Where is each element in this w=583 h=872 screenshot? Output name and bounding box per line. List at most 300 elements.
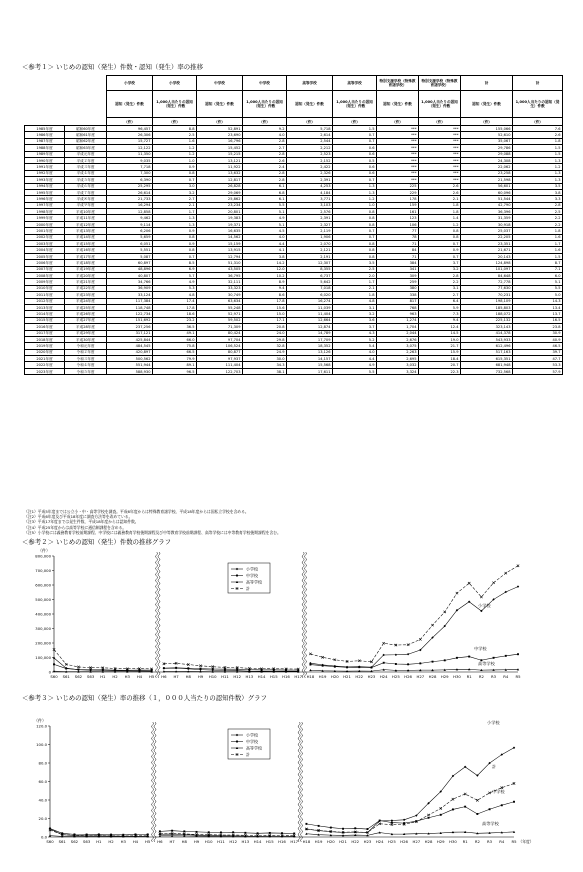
axis-break — [301, 722, 303, 842]
x-tick-label: H14 — [257, 674, 266, 679]
x-tick-label: H6 — [161, 674, 167, 679]
legend-label: 小学校 — [246, 732, 258, 738]
value-cell: 2.1 — [333, 285, 377, 291]
value-cell: 5.4 — [333, 343, 377, 349]
value-cell: 23,351 — [461, 241, 513, 247]
value-cell: 15.0 — [243, 311, 287, 317]
x-tick-label: H18 — [306, 674, 315, 679]
data-point — [171, 830, 173, 832]
value-cell: 21,671 — [461, 247, 513, 253]
value-cell: 13.7 — [513, 311, 563, 317]
value-cell: 20.7 — [419, 362, 461, 368]
value-cell: *** — [377, 145, 419, 151]
x-tick-label: H15 — [265, 839, 274, 844]
value-cell: 2,070 — [287, 241, 333, 247]
year-cell: 1985年度 — [25, 126, 65, 132]
value-cell: 1,704 — [377, 324, 419, 330]
subheader: 認知（発生）件数 — [197, 91, 243, 118]
x-tick-label: H25 — [392, 674, 400, 679]
value-cell: 3.3 — [513, 196, 563, 202]
x-tick-label: H30 — [449, 839, 457, 844]
data-point — [407, 663, 409, 665]
value-cell: 2.8 — [419, 272, 461, 278]
x-tick-label: H22 — [351, 839, 360, 844]
era-cell: 平成19年度 — [65, 266, 107, 272]
value-cell: 20,143 — [461, 253, 513, 259]
era-cell: 平成29年度 — [65, 330, 107, 336]
subheader: 1,000人当たりの認知（発生）件数 — [513, 91, 563, 118]
data-point — [257, 832, 259, 834]
value-cell: 2,152 — [287, 157, 333, 163]
data-point — [440, 807, 442, 809]
value-cell: 15,215 — [197, 151, 243, 157]
y-tick-label: 80.0 — [38, 760, 47, 766]
value-cell: 25,295 — [107, 183, 153, 189]
value-cell: 80,877 — [197, 349, 243, 355]
year-cell: 1992年度 — [25, 170, 65, 176]
value-cell: 1.8 — [513, 228, 563, 234]
era-cell: 昭和62年度 — [65, 138, 107, 144]
value-cell: 12.4 — [419, 324, 461, 330]
value-cell: 2.6 — [419, 183, 461, 189]
y-unit-label: （件） — [38, 548, 50, 553]
value-cell: 5.5 — [513, 285, 563, 291]
x-tick-label: H28 — [428, 674, 437, 679]
year-cell: 1988年度 — [25, 145, 65, 151]
x-tick-label: R3 — [491, 674, 497, 679]
value-cell: 2,121 — [287, 247, 333, 253]
value-cell: 8.6 — [243, 292, 287, 298]
value-cell: 3,771 — [287, 196, 333, 202]
era-cell: 平成24年度 — [65, 298, 107, 304]
value-cell: 317,121 — [107, 330, 153, 336]
year-cell: 1994年度 — [25, 183, 65, 189]
year-cell: 2010年度 — [25, 285, 65, 291]
value-cell: 122,703 — [197, 368, 243, 374]
value-cell: 2.2 — [513, 221, 563, 227]
value-cell: 5.1 — [513, 279, 563, 285]
value-cell: 543,933 — [461, 336, 513, 342]
value-cell: 18.4 — [419, 356, 461, 362]
value-cell: 6.1 — [243, 196, 287, 202]
value-cell: *** — [419, 170, 461, 176]
value-cell: 225 — [377, 183, 419, 189]
value-cell: 4.8 — [153, 292, 197, 298]
value-cell: 72,778 — [461, 279, 513, 285]
value-cell: 71 — [377, 241, 419, 247]
x-tick-label: H9 — [197, 674, 204, 679]
data-point — [427, 814, 429, 816]
era-cell: 令和３年度 — [65, 356, 107, 362]
data-point — [281, 832, 283, 834]
data-point — [200, 668, 202, 670]
legend-label: 計 — [246, 585, 250, 591]
data-point — [407, 644, 409, 646]
value-cell: 963 — [377, 311, 419, 317]
note: （注4）平成25年度からは高等学校に通信制課程を含める。 — [24, 524, 127, 530]
data-point — [159, 830, 161, 832]
value-cell: 4.8 — [333, 298, 377, 304]
value-cell: 1.8 — [419, 209, 461, 215]
data-point — [444, 659, 446, 661]
y-tick-label: 100,000 — [35, 654, 51, 660]
x-tick-label: H13 — [245, 674, 254, 679]
x-tick-label: H27 — [416, 674, 425, 679]
unit-header: （件） — [197, 118, 243, 126]
value-cell: 15.6 — [243, 304, 287, 310]
value-cell: 0.8 — [153, 247, 197, 253]
data-point — [383, 662, 385, 664]
value-cell: 49.1 — [153, 330, 197, 336]
subheader: 1,000人当たりの認知（発生）件数 — [419, 91, 461, 118]
era-cell: 平成17年度 — [65, 253, 107, 259]
year-cell: 2023年度 — [25, 368, 65, 374]
data-point — [334, 666, 336, 668]
value-cell: 1.5 — [333, 126, 377, 132]
value-cell: 338 — [377, 292, 419, 298]
data-point — [358, 666, 360, 668]
value-cell: 3.1 — [333, 304, 377, 310]
value-cell: 25,037 — [461, 228, 513, 234]
data-point — [244, 832, 246, 834]
axis-break — [302, 552, 304, 678]
value-cell: 9.4 — [243, 285, 287, 291]
era-cell: 平成26年度 — [65, 311, 107, 317]
value-cell: 29.8 — [243, 336, 287, 342]
value-cell: 23.2 — [153, 317, 197, 323]
y-unit-label: （件） — [34, 718, 46, 723]
y-tick-label: 0.0 — [40, 834, 47, 840]
value-cell: 13.4 — [513, 304, 563, 310]
data-point — [395, 663, 397, 665]
year-cell: 2021年度 — [25, 356, 65, 362]
era-cell: 平成14年度 — [65, 234, 107, 240]
value-cell: 3.8 — [513, 189, 563, 195]
value-cell: 13,915 — [197, 247, 243, 253]
value-cell: 0.6 — [333, 145, 377, 151]
value-cell: 25,862 — [197, 196, 243, 202]
value-cell: *** — [377, 126, 419, 132]
axis-break — [298, 722, 300, 842]
legend-label: 計 — [246, 751, 250, 757]
value-cell: 16,635 — [197, 228, 243, 234]
value-cell: 30.0 — [243, 356, 287, 362]
unit-header: （件） — [419, 118, 461, 126]
unit-header: （件） — [153, 118, 197, 126]
value-cell: 2,614 — [287, 132, 333, 138]
value-cell: 96,457 — [107, 126, 153, 132]
value-cell: 30.9 — [513, 330, 563, 336]
data-point — [187, 667, 189, 669]
year-cell: 2018年度 — [25, 336, 65, 342]
value-cell: 80,424 — [197, 330, 243, 336]
unit-header: （件） — [287, 118, 333, 126]
value-cell: 14.5 — [419, 330, 461, 336]
y-tick-label: 60.0 — [38, 778, 47, 784]
value-cell: 2.6 — [243, 157, 287, 163]
value-cell: 0.8 — [419, 228, 461, 234]
x-tick-label: H21 — [343, 674, 351, 679]
data-point — [489, 808, 491, 810]
value-cell: 57.9 — [513, 368, 563, 374]
value-cell: 4.1 — [243, 247, 287, 253]
value-cell: 7,300 — [107, 170, 153, 176]
era-cell: 平成２年度 — [65, 157, 107, 163]
data-point — [395, 654, 397, 656]
value-cell: 78 — [377, 234, 419, 240]
data-point — [513, 747, 515, 749]
value-cell: 117,384 — [107, 298, 153, 304]
year-cell: 2015年度 — [25, 317, 65, 323]
value-cell: 15,159 — [197, 241, 243, 247]
x-tick-label: S61 — [58, 839, 66, 844]
value-cell: 0.7 — [333, 228, 377, 234]
value-cell: 3.2 — [333, 311, 377, 317]
data-point — [428, 817, 430, 819]
value-cell: 17.8 — [243, 298, 287, 304]
value-cell: 1.3 — [513, 157, 563, 163]
value-cell: 2.7 — [419, 292, 461, 298]
value-cell: 5.0 — [513, 292, 563, 298]
x-tick-label: H14 — [253, 839, 262, 844]
value-cell: 10.2 — [243, 272, 287, 278]
value-cell: 23,234 — [197, 202, 243, 208]
data-point — [464, 793, 466, 795]
era-cell: 平成22年度 — [65, 285, 107, 291]
value-cell: *** — [377, 177, 419, 183]
data-point — [456, 657, 458, 659]
data-point — [318, 825, 320, 827]
x-tick-label: H10 — [204, 839, 213, 844]
value-cell: 2.8 — [243, 170, 287, 176]
y-tick-label: 0 — [48, 669, 51, 675]
x-tick-label: H29 — [440, 674, 449, 679]
x-tick-label: H18 — [302, 839, 311, 844]
value-cell: 551,944 — [107, 362, 153, 368]
y-tick-label: 100.0 — [36, 741, 47, 747]
value-cell: *** — [419, 138, 461, 144]
value-cell: 53.3 — [513, 362, 563, 368]
year-cell: 1999年度 — [25, 215, 65, 221]
value-cell: 21,733 — [107, 196, 153, 202]
era-cell: 平成11年度 — [65, 215, 107, 221]
x-tick-label: R4 — [499, 839, 505, 844]
value-cell: 2.5 — [153, 132, 197, 138]
data-point — [488, 792, 490, 794]
value-cell: 32,111 — [197, 279, 243, 285]
series-annotation: 中学校 — [474, 646, 487, 651]
unit-header: （件） — [377, 118, 419, 126]
value-cell: 0.7 — [333, 132, 377, 138]
value-cell: 4.0 — [243, 234, 287, 240]
value-cell: 14,157 — [287, 356, 333, 362]
x-tick-label: S62 — [70, 839, 79, 844]
value-cell: 323,143 — [461, 324, 513, 330]
year-cell: 2004年度 — [25, 247, 65, 253]
value-cell: 817 — [377, 298, 419, 304]
x-tick-label: H2 — [112, 674, 118, 679]
data-point — [163, 667, 165, 669]
y-tick-label: 200,000 — [35, 640, 51, 646]
value-cell: 2,391 — [287, 177, 333, 183]
value-cell: 4.5 — [243, 228, 287, 234]
x-tick-label: H3 — [120, 839, 126, 844]
value-cell: 2.8 — [243, 138, 287, 144]
value-cell: 2.8 — [243, 177, 287, 183]
value-cell: 259 — [377, 279, 419, 285]
value-cell: 96.5 — [153, 368, 197, 374]
value-cell: 12,794 — [197, 253, 243, 259]
value-cell: 16,274 — [287, 298, 333, 304]
x-tick-label: S63 — [83, 839, 91, 844]
value-cell: 2,695 — [377, 356, 419, 362]
data-point — [464, 806, 466, 808]
value-cell: 5.7 — [153, 272, 197, 278]
value-cell: 2.8 — [513, 202, 563, 208]
value-cell: 11,350 — [107, 151, 153, 157]
value-cell: 77 — [377, 228, 419, 234]
value-cell: 40.9 — [513, 336, 563, 342]
year-cell: 2003年度 — [25, 241, 65, 247]
year-cell: 1996年度 — [25, 196, 65, 202]
x-tick-label: H21 — [339, 839, 347, 844]
value-cell: 1.6 — [513, 247, 563, 253]
value-cell: 2,676 — [377, 336, 419, 342]
value-cell: 6,390 — [107, 177, 153, 183]
value-cell: 1.7 — [513, 241, 563, 247]
legend-label: 小学校 — [246, 566, 258, 572]
era-cell: 平成９年度 — [65, 202, 107, 208]
table-row — [25, 368, 563, 374]
value-cell: *** — [419, 132, 461, 138]
legend-label: 高等学校 — [246, 745, 262, 751]
data-point — [501, 804, 503, 806]
era-cell: 令和５年度 — [65, 368, 107, 374]
axis-break — [152, 722, 154, 842]
value-cell: 3.7 — [419, 260, 461, 266]
data-point — [468, 656, 470, 658]
x-tick-label: H5 — [149, 674, 155, 679]
value-cell: 84 — [377, 247, 419, 253]
value-cell: *** — [419, 177, 461, 183]
value-cell: 5,087 — [107, 253, 153, 259]
era-cell: 令和２年度 — [65, 349, 107, 355]
data-point — [492, 582, 494, 584]
value-cell: 0.9 — [153, 241, 197, 247]
value-cell: 1.2 — [333, 196, 377, 202]
value-cell: 5,642 — [287, 279, 333, 285]
data-point — [391, 819, 393, 821]
value-cell: 2.6 — [419, 189, 461, 195]
value-cell: 8.9 — [243, 279, 287, 285]
data-point — [403, 819, 405, 821]
value-cell: 2.7 — [243, 145, 287, 151]
value-cell: 500,562 — [107, 356, 153, 362]
value-cell: 0.8 — [153, 234, 197, 240]
x-tick-label: H11 — [221, 674, 229, 679]
value-cell: 22,062 — [461, 164, 513, 170]
data-point — [493, 657, 495, 659]
value-cell: 12,664 — [287, 317, 333, 323]
value-cell: 151,692 — [107, 317, 153, 323]
value-cell: 9.4 — [419, 317, 461, 323]
group-header: 計 — [513, 76, 563, 91]
value-cell: 9,462 — [107, 215, 153, 221]
value-cell: 4.4 — [243, 241, 287, 247]
value-cell: 155,066 — [461, 126, 513, 132]
value-cell: 15,452 — [197, 145, 243, 151]
year-cell: 2005年度 — [25, 253, 65, 259]
value-cell: 16.5 — [513, 317, 563, 323]
value-cell: 1.4 — [419, 215, 461, 221]
x-tick-label: H12 — [233, 674, 242, 679]
data-point — [293, 833, 295, 835]
value-cell: 71,309 — [197, 324, 243, 330]
year-cell: 2013年度 — [25, 304, 65, 310]
value-cell: 1.8 — [333, 292, 377, 298]
data-point — [382, 642, 384, 644]
value-cell: 5,659 — [107, 234, 153, 240]
year-cell: 2001年度 — [25, 228, 65, 234]
value-cell: 0.8 — [333, 247, 377, 253]
value-cell: *** — [377, 157, 419, 163]
series-annotation: 中学校 — [492, 789, 505, 794]
value-cell: 23,258 — [461, 170, 513, 176]
value-cell: 17.8 — [153, 304, 197, 310]
x-tick-label: H17 — [290, 839, 299, 844]
value-cell: 12,122 — [107, 145, 153, 151]
data-point — [407, 653, 409, 655]
data-point — [330, 827, 332, 829]
x-tick-label: H3 — [124, 674, 130, 679]
value-cell: 5.1 — [243, 221, 287, 227]
era-cell: 平成５年度 — [65, 177, 107, 183]
axis-break — [305, 552, 307, 678]
value-cell: 13,121 — [197, 157, 243, 163]
value-cell: 0.7 — [419, 241, 461, 247]
year-cell: 2020年度 — [25, 349, 65, 355]
value-cell: 3,103 — [287, 202, 333, 208]
value-cell: 1.5 — [513, 253, 563, 259]
era-cell: 平成23年度 — [65, 292, 107, 298]
count-line-chart — [0, 543, 583, 691]
data-point — [379, 820, 381, 822]
value-cell: 615,351 — [461, 356, 513, 362]
rate-line-chart — [0, 699, 583, 861]
value-cell: 1.3 — [333, 183, 377, 189]
value-cell: 1.7 — [153, 209, 197, 215]
value-cell: 13,632 — [197, 170, 243, 176]
data-point — [53, 663, 55, 665]
value-cell: 6,051 — [107, 241, 153, 247]
value-cell: 17,611 — [287, 368, 333, 374]
value-cell: 48,896 — [107, 266, 153, 272]
x-tick-label: H30 — [453, 674, 461, 679]
subheader: 認知（発生）件数 — [377, 91, 419, 118]
value-cell: 71 — [377, 253, 419, 259]
series-annotation: 高等学校 — [478, 661, 495, 666]
value-cell: 36.5 — [153, 324, 197, 330]
year-cell: 2007年度 — [25, 266, 65, 272]
section-title-ref2: ＜参考２＞ いじめの認知（発生）件数の推移グラフ — [22, 538, 172, 546]
value-cell: 5.3 — [153, 285, 197, 291]
data-point — [476, 813, 478, 815]
value-cell: 5.9 — [419, 304, 461, 310]
series-line — [310, 587, 518, 668]
year-cell: 2011年度 — [25, 292, 65, 298]
group-header: 小学校 — [153, 76, 197, 91]
value-cell: 59,502 — [197, 317, 243, 323]
